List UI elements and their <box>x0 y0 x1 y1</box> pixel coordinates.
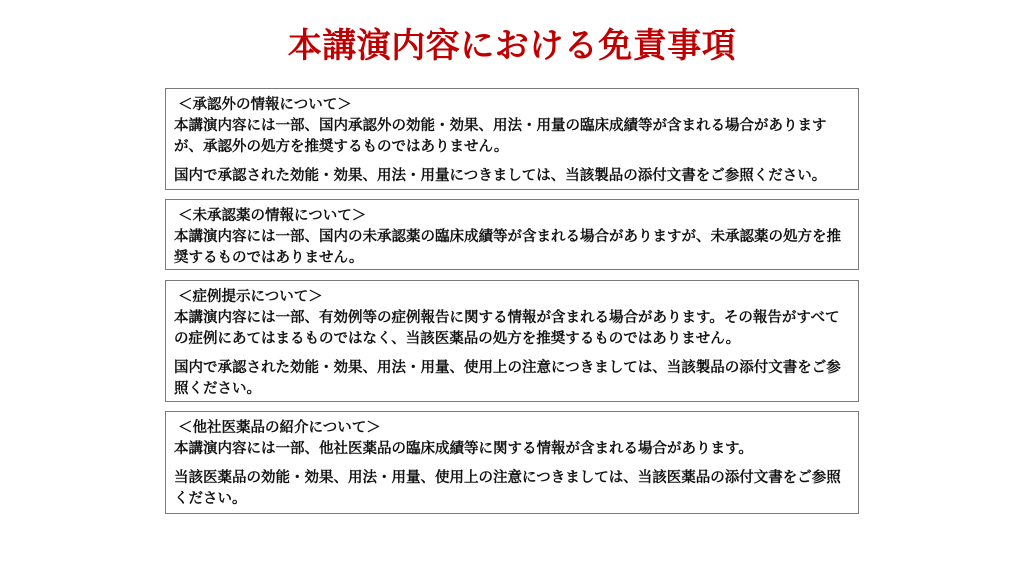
section-unapproved-drug-info <box>165 199 859 270</box>
section-paragraph: 本講演内容には一部、有効例等の症例報告に関する情報が含まれる場合があります。その報告がすべての症例にあてはまるものではなく、当該医薬品の処方を推奨するものではありません。 <box>174 310 840 347</box>
section-case-presentation <box>165 280 859 402</box>
section-heading: ＜承認外の情報について＞ <box>178 97 352 113</box>
section-paragraph: 国内で承認された効能・効果、用法・用量、使用上の注意につきましては、当該製品の添付文書をご参照ください。 <box>174 360 841 397</box>
section-paragraph: 当該医薬品の効能・効果、用法・用量、使用上の注意につきましては、当該医薬品の添付文書をご参照ください。 <box>174 470 841 507</box>
section-paragraph: 本講演内容には一部、国内承認外の効能・効果、用法・用量の臨床成績等が含まれる場合がありますが、承認外の処方を推奨するものではありません。 <box>174 118 827 155</box>
section-heading: ＜症例提示について＞ <box>178 289 323 305</box>
section-paragraph: 本講演内容には一部、国内の未承認薬の臨床成績等が含まれる場合がありますが、未承認薬の処方を推奨するものではありません。 <box>174 229 841 266</box>
section-heading: ＜他社医薬品の紹介について＞ <box>178 420 381 436</box>
section-unapproved-info <box>165 88 859 190</box>
section-paragraph: 国内で承認された効能・効果、用法・用量につきましては、当該製品の添付文書をご参照ください。 <box>174 168 827 184</box>
section-paragraph: 本講演内容には一部、他社医薬品の臨床成績等に関する情報が含まれる場合があります。 <box>174 441 753 457</box>
page-title: 本講演内容における免責事項 <box>287 26 737 66</box>
section-other-company-drugs <box>165 411 859 514</box>
section-heading: ＜未承認薬の情報について＞ <box>178 208 367 224</box>
